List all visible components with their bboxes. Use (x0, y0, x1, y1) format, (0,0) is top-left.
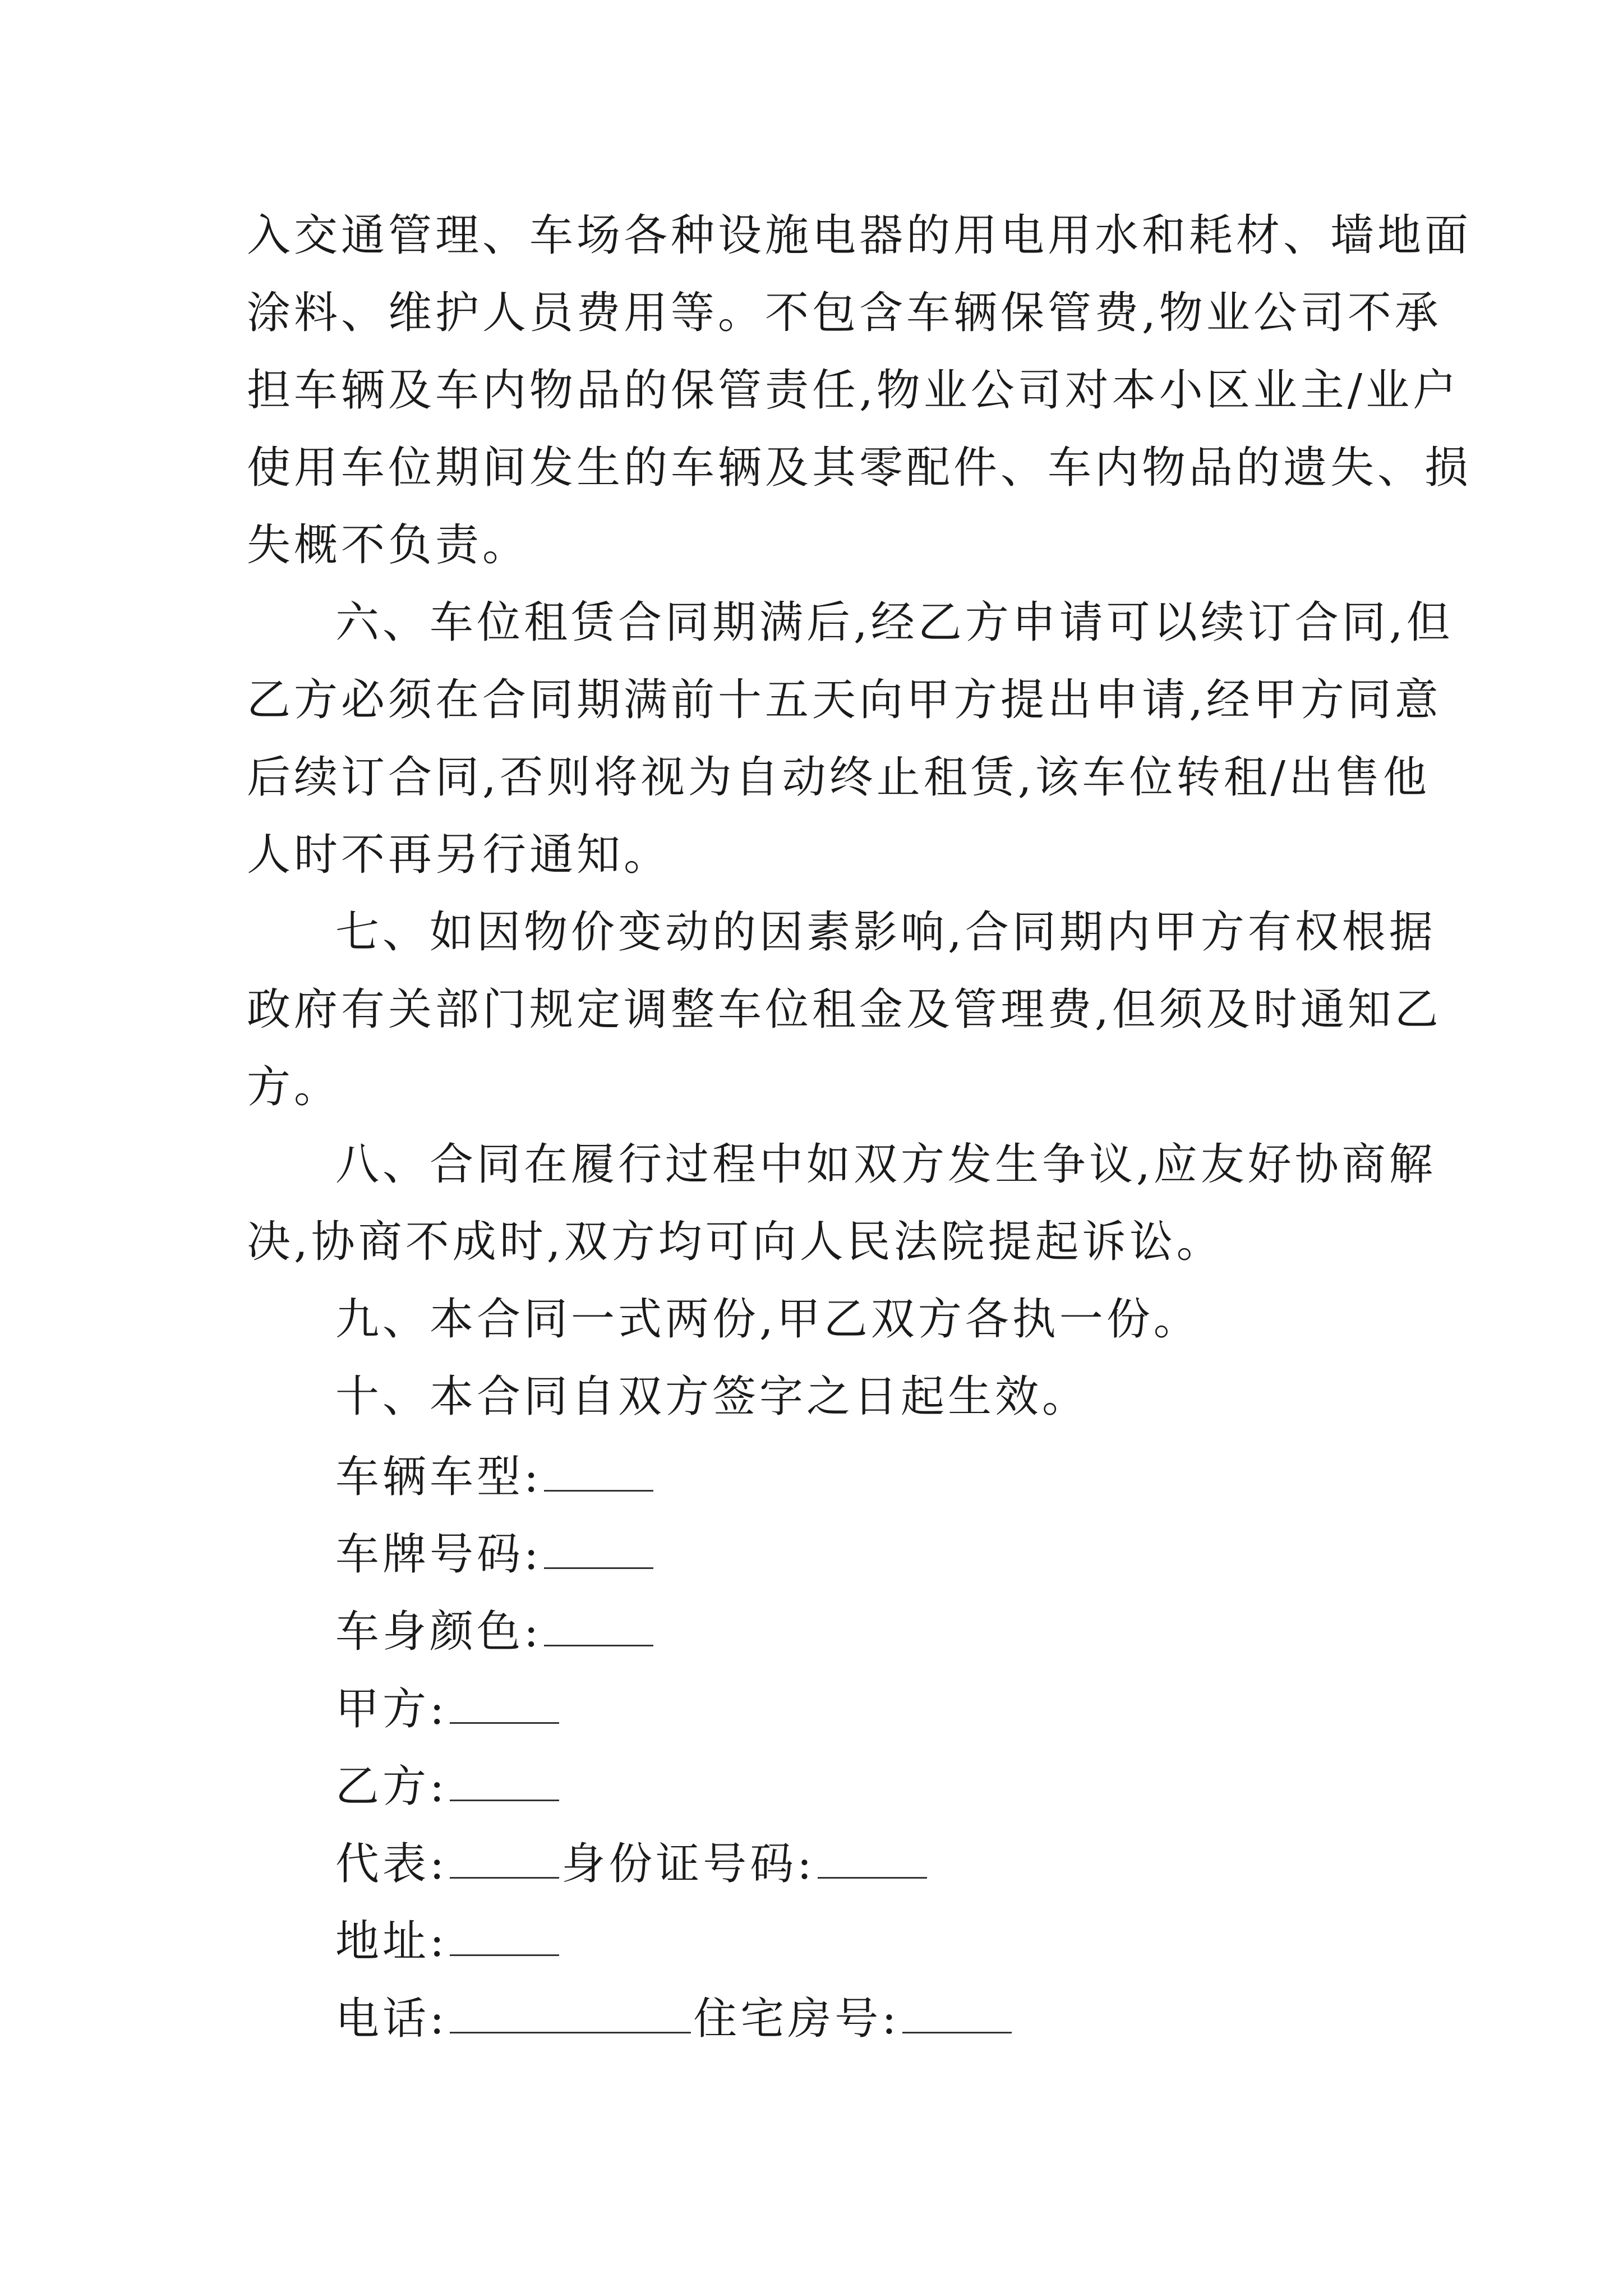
party-a-label: 甲方: (335, 1684, 448, 1734)
id-number-blank[interactable] (818, 1833, 927, 1879)
representative-label: 代表: (335, 1839, 448, 1889)
vehicle-model-blank[interactable] (544, 1446, 653, 1492)
paragraph-line: 后续订合同,否则将视为自动终止租赁,该车位转租/出售他 (247, 752, 1430, 803)
body-color-field (335, 1601, 1479, 1660)
plate-number-field (335, 1524, 1479, 1582)
paragraph-line: 乙方必须在合同期满前十五天向甲方提出申请,经甲方同意 (247, 675, 1442, 725)
plate-number-label: 车牌号码: (335, 1529, 542, 1580)
clause-seven-line: 七、如因物价变动的因素影响,合同期内甲方有权根据 (335, 907, 1436, 958)
paragraph-line: 担车辆及车内物品的保管责任,物业公司对本小区业主/业户 (247, 365, 1460, 416)
clause-eight-line: 八、合同在履行过程中如双方发生争议,应友好协商解 (335, 1139, 1436, 1190)
body-color-label: 车身颜色: (335, 1607, 542, 1657)
paragraph-line: 决,协商不成时,双方均可向人民法院提起诉讼。 (247, 1217, 1224, 1267)
paragraph-line: 方。 (247, 1062, 342, 1112)
plate-number-blank[interactable] (544, 1524, 653, 1569)
paragraph-line: 涂料、维护人员费用等。不包含车辆保管费,物业公司不承 (247, 288, 1442, 338)
residence-number-blank[interactable] (902, 1988, 1012, 2033)
party-a-field (335, 1678, 1479, 1737)
party-b-blank[interactable] (450, 1756, 559, 1801)
paragraph-line: 入交通管理、车场各种设施电器的用电用水和耗材、墙地面 (247, 210, 1472, 261)
address-field (335, 1911, 1479, 1970)
party-a-blank[interactable] (450, 1678, 559, 1724)
party-b-label: 乙方: (335, 1761, 448, 1812)
residence-number-label: 住宅房号: (693, 1994, 900, 2044)
address-blank[interactable] (450, 1911, 559, 1956)
vehicle-model-field (335, 1446, 1479, 1505)
paragraph-line: 失概不负责。 (247, 520, 530, 570)
paragraph-line: 政府有关部门规定调整车位租金及管理费,但须及时通知乙 (247, 984, 1442, 1035)
party-b-field (335, 1756, 1479, 1815)
phone-label: 电话: (335, 1994, 448, 2044)
paragraph-line: 使用车位期间发生的车辆及其零配件、车内物品的遗失、损 (247, 443, 1472, 493)
phone-blank[interactable] (450, 1988, 691, 2033)
clause-nine-line: 九、本合同一式两份,甲乙双方各执一份。 (335, 1294, 1201, 1345)
body-color-blank[interactable] (544, 1601, 653, 1646)
representative-blank[interactable] (450, 1833, 559, 1879)
phone-field (335, 1988, 1479, 2047)
clause-ten-line: 十、本合同自双方签字之日起生效。 (335, 1372, 1090, 1422)
clause-six-line: 六、车位租赁合同期满后,经乙方申请可以续订合同,但 (335, 597, 1454, 648)
paragraph-line: 人时不再另行通知。 (247, 830, 671, 880)
representative-field (335, 1833, 1479, 1892)
address-label: 地址: (335, 1916, 448, 1967)
id-number-label: 身份证号码: (561, 1839, 815, 1889)
vehicle-model-label: 车辆车型: (335, 1452, 542, 1502)
